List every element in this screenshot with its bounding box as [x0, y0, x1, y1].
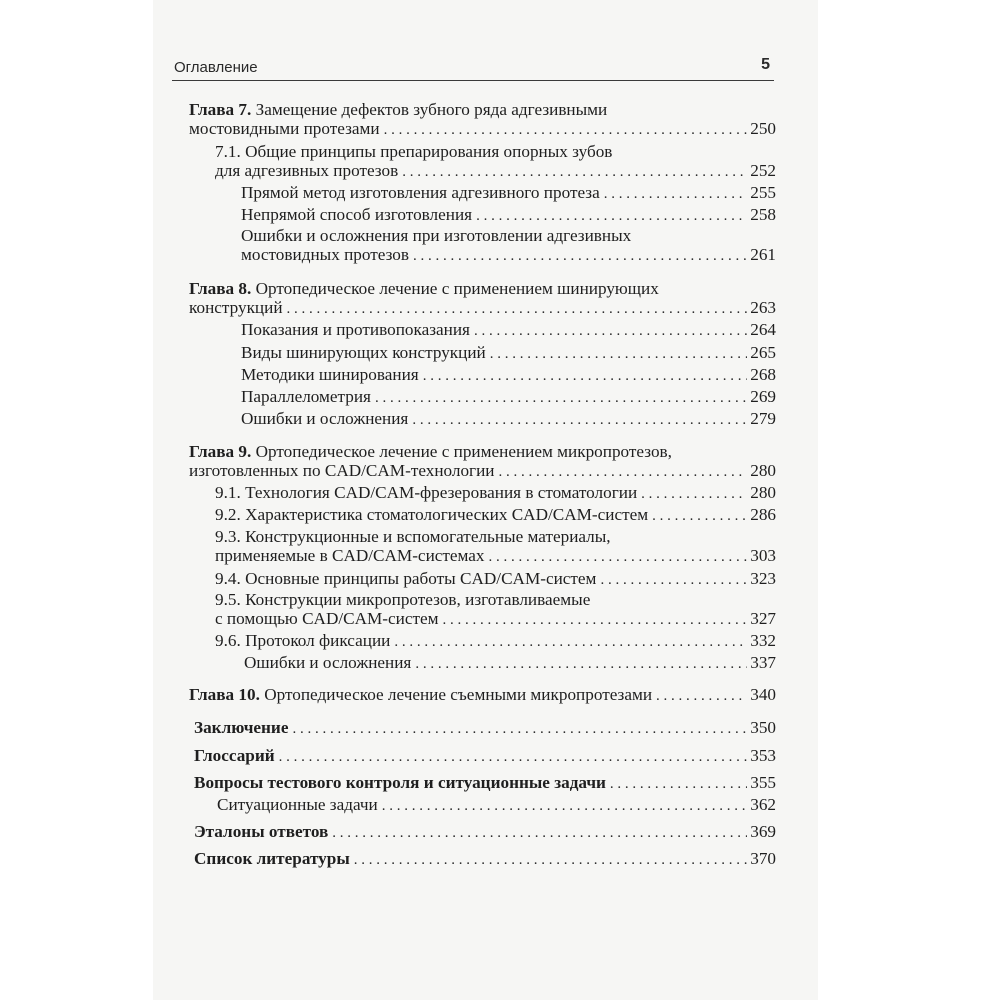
entry-title: 9.6. Протокол фиксации [215, 631, 391, 650]
toc-entry-9-4[interactable] [215, 568, 776, 591]
chapter-label: Глава 10. [189, 685, 260, 704]
dot-leader [489, 546, 748, 568]
entry-title: Список литературы [194, 849, 350, 868]
page-number: 280 [750, 461, 776, 480]
entry-title: применяемые в CAD/CAM-системах [215, 546, 485, 565]
toc-entry-ch9[interactable] [189, 460, 776, 483]
page-number: 258 [750, 205, 776, 224]
page-number: 252 [750, 161, 776, 180]
page-number: 303 [750, 546, 776, 565]
dot-leader [384, 119, 748, 141]
page-number: 355 [750, 773, 776, 792]
chapter-label: Глава 7. [189, 100, 252, 119]
entry-title: Глоссарий [194, 746, 275, 765]
page-number: 265 [750, 343, 776, 362]
page-number: 268 [750, 365, 776, 384]
page-number: 332 [750, 631, 776, 650]
dot-leader [279, 746, 748, 768]
page-number: 286 [750, 505, 776, 524]
dot-leader [443, 609, 748, 631]
dot-leader [415, 653, 747, 675]
dot-leader [641, 483, 747, 505]
page-number: 370 [750, 849, 776, 868]
entry-title: Методики шинирования [241, 365, 419, 384]
entry-title: 9.1. Технология CAD/CAM-фрезерования в стоматологии [215, 483, 638, 502]
toc-entry-7-1[interactable] [215, 160, 776, 183]
toc-entry-references[interactable] [194, 848, 776, 871]
entry-title: 9.2. Характеристика стоматологических CAD/CAM-систем [215, 505, 649, 524]
entry-title: Ортопедическое лечение съемными микропротезами [259, 685, 653, 704]
entry-title: Виды шинирующих конструкций [241, 343, 486, 362]
toc-entry-9-1[interactable] [215, 482, 776, 505]
entry-title: Параллелометрия [241, 387, 371, 406]
toc-entry-7-errors[interactable] [241, 244, 776, 267]
entry-title: с помощью CAD/CAM-систем [215, 609, 439, 628]
toc-entry-7-1-title: 7.1. Общие принципы препарирования опорных зубов [215, 142, 613, 161]
page-number: 353 [750, 746, 776, 765]
page-number: 255 [750, 183, 776, 202]
page-number: 327 [750, 609, 776, 628]
entry-title: изготовленных по CAD/CAM-технологии [189, 461, 495, 480]
toc-entry-9-5[interactable] [215, 608, 776, 631]
dot-leader [490, 343, 747, 365]
dot-leader [382, 795, 747, 817]
toc-entry-8-methods[interactable] [241, 364, 776, 387]
chapter-title: Ортопедическое лечение с применением микропротезов, [251, 442, 672, 461]
toc-entry-ch8[interactable] [189, 297, 776, 320]
toc-entry-questions[interactable] [194, 772, 776, 795]
entry-title: Ошибки и осложнения [241, 409, 409, 428]
dot-leader [287, 298, 748, 320]
toc-entry-7-indirect[interactable] [241, 204, 776, 227]
toc-entry-8-parallelometry[interactable] [241, 386, 776, 409]
toc-entry-7-direct[interactable] [241, 182, 776, 205]
toc-entry-8-types[interactable] [241, 342, 776, 365]
dot-leader [474, 320, 747, 342]
page-number: 340 [750, 685, 776, 704]
page-number: 323 [750, 569, 776, 588]
page-number: 280 [750, 483, 776, 502]
page-number: 362 [750, 795, 776, 814]
chapter-label: Глава 8. [189, 279, 252, 298]
toc-entry-9-5-title: 9.5. Конструкции микропротезов, изготавливаемые [215, 590, 591, 609]
page-number: 279 [750, 409, 776, 428]
chapter-title: Ортопедическое лечение с применением шинирующих [251, 279, 659, 298]
page-number: 369 [750, 822, 776, 841]
dot-leader [423, 365, 748, 387]
toc-entry-9-6[interactable] [215, 630, 776, 653]
entry-title: мостовидных протезов [241, 245, 410, 264]
toc-entry-9-3[interactable] [215, 545, 776, 568]
toc-entry-7-errors-title: Ошибки и осложнения при изготовлении адгезивных [241, 226, 632, 245]
page-number: 350 [750, 718, 776, 737]
toc-entry-8-errors[interactable] [241, 408, 776, 431]
dot-leader [604, 183, 747, 205]
dot-leader [332, 822, 747, 844]
entry-title: Заключение [194, 718, 289, 737]
toc-entry-situational[interactable] [217, 794, 776, 817]
dot-leader [476, 205, 747, 227]
dot-leader [656, 685, 747, 707]
toc-entry-ch10[interactable] [189, 684, 776, 707]
dot-leader [354, 849, 747, 871]
entry-title: для адгезивных протезов [215, 161, 399, 180]
dot-leader [610, 773, 747, 795]
toc-entry-answers[interactable] [194, 821, 776, 844]
dot-leader [652, 505, 747, 527]
entry-title: Прямой метод изготовления адгезивного протеза [241, 183, 600, 202]
page-number: 261 [750, 245, 776, 264]
entry-title: Эталоны ответов [194, 822, 329, 841]
dot-leader [413, 245, 747, 267]
page-number: 250 [750, 119, 776, 138]
toc-entry-9-2[interactable] [215, 504, 776, 527]
entry-title: 9.4. Основные принципы работы CAD/CAM-систем [215, 569, 597, 588]
page-number: 264 [750, 320, 776, 339]
entry-title: Непрямой способ изготовления [241, 205, 473, 224]
toc-entry-ch7[interactable] [189, 118, 776, 141]
toc-entry-9-errors[interactable] [244, 652, 776, 675]
page-number: 263 [750, 298, 776, 317]
header-page-number: 5 [761, 56, 770, 73]
dot-leader [412, 409, 747, 431]
entry-title: Вопросы тестового контроля и ситуационные задачи [194, 773, 606, 792]
dot-leader [402, 161, 747, 183]
toc-entry-glossary[interactable] [194, 745, 776, 768]
header-title: Оглавление [174, 59, 258, 76]
dot-leader [375, 387, 747, 409]
entry-title: конструкций [189, 298, 283, 317]
dot-leader [394, 631, 747, 653]
toc-entry-conclusion[interactable] [194, 717, 776, 740]
entry-title: мостовидными протезами [189, 119, 380, 138]
dot-leader [292, 718, 747, 740]
dot-leader [600, 569, 747, 591]
chapter-title: Замещение дефектов зубного ряда адгезивными [251, 100, 608, 119]
entry-title: Ситуационные задачи [217, 795, 378, 814]
entry-title: Ошибки и осложнения [244, 653, 412, 672]
dot-leader [499, 461, 748, 483]
entry-title: Показания и противопоказания [241, 320, 470, 339]
chapter-label: Глава 9. [189, 442, 252, 461]
page-number: 337 [750, 653, 776, 672]
toc-entry-9-3-title: 9.3. Конструкционные и вспомогательные материалы, [215, 527, 611, 546]
toc-entry-8-indications[interactable] [241, 319, 776, 342]
page-number: 269 [750, 387, 776, 406]
